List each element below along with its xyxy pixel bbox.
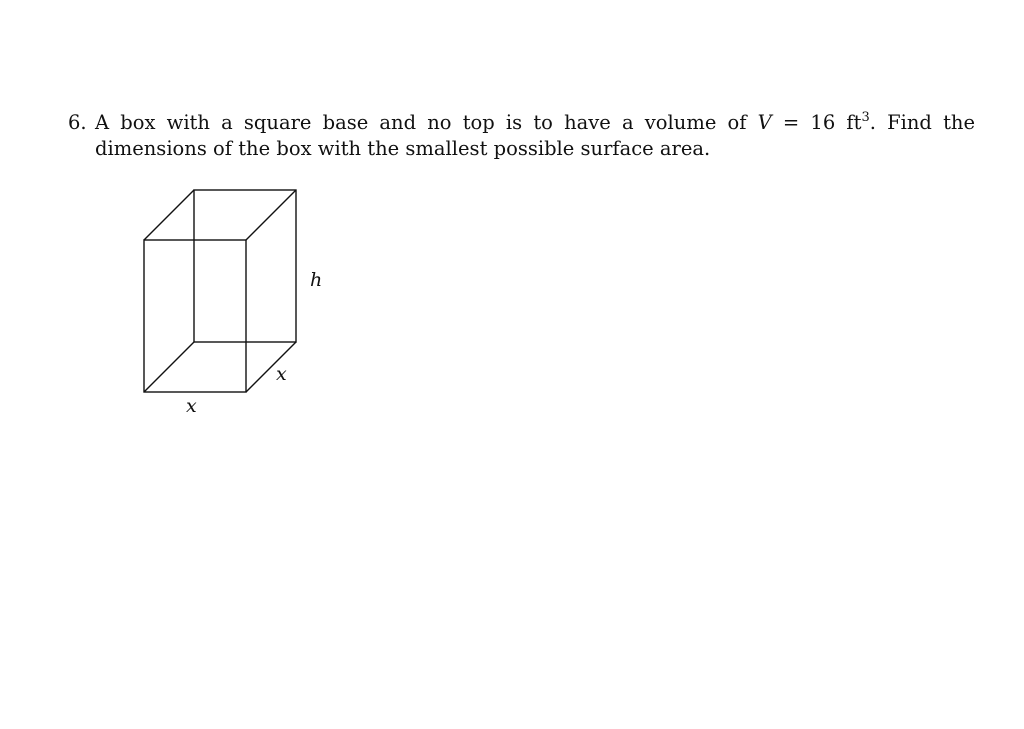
statement-part-1: A box with a square base and no top is to have a volume of bbox=[95, 111, 758, 134]
box-edge-top-left bbox=[144, 190, 194, 240]
problem-number: 6. bbox=[68, 111, 87, 134]
statement-part-2: . Find the dimensions of the box with the smallest possible surface area. bbox=[95, 111, 976, 160]
box-diagram bbox=[130, 180, 340, 425]
box-edge-top-right bbox=[246, 190, 296, 240]
depth-label: x bbox=[276, 363, 287, 385]
height-label: h bbox=[310, 269, 323, 291]
volume-exponent: 3 bbox=[861, 109, 870, 125]
box-back-face bbox=[194, 190, 296, 342]
box-front-face bbox=[144, 240, 246, 392]
volume-variable: V bbox=[757, 111, 772, 134]
width-label: x bbox=[186, 395, 197, 417]
box-edge-bottom-right bbox=[246, 342, 296, 392]
problem-statement bbox=[95, 110, 975, 162]
volume-value: = 16 ft bbox=[771, 111, 862, 134]
box-diagram-svg bbox=[130, 180, 340, 425]
box-edge-bottom-left bbox=[144, 342, 194, 392]
